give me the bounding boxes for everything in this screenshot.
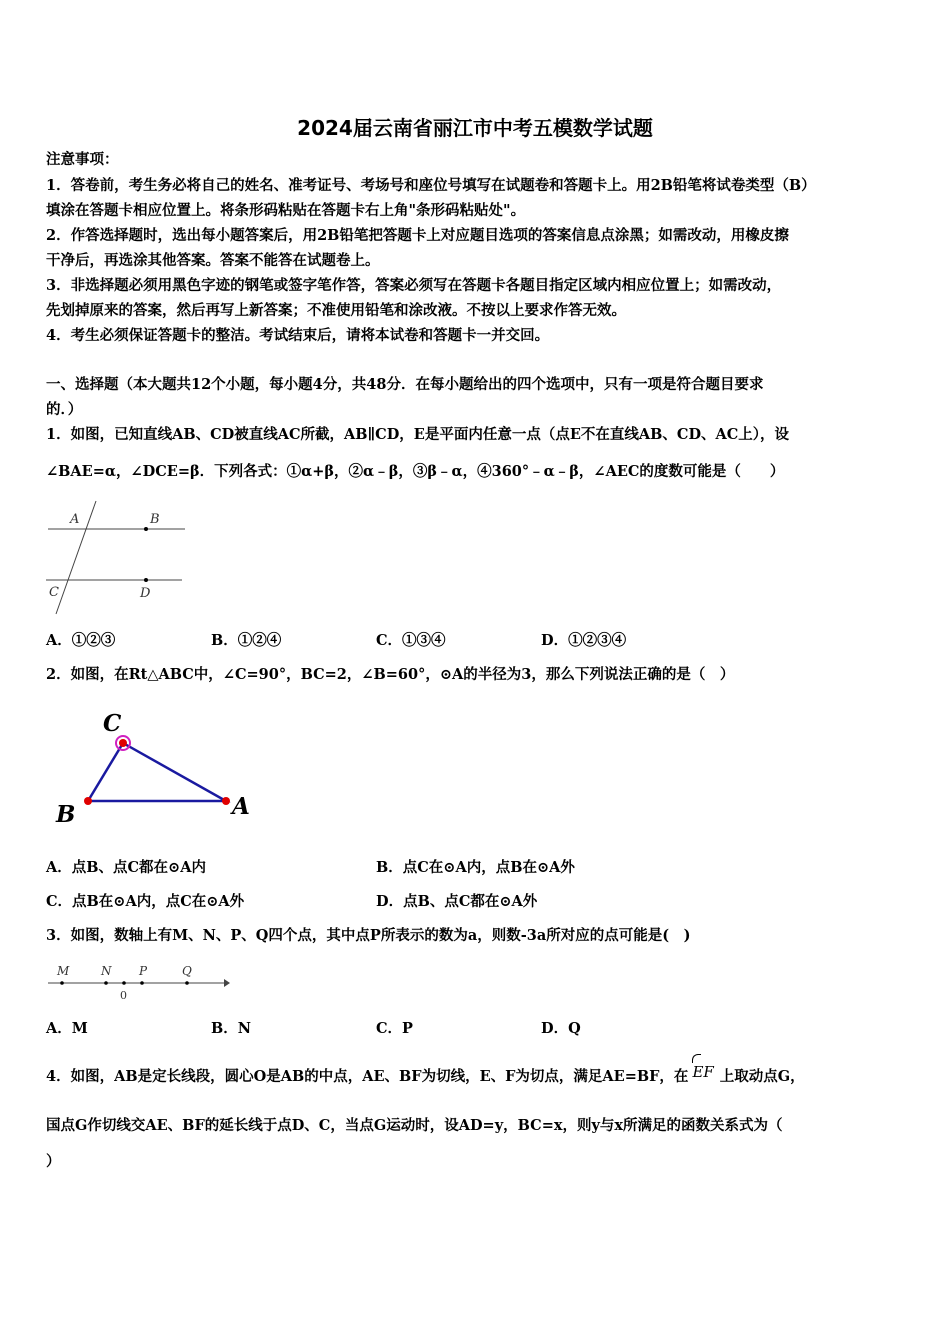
q1-label-a: A bbox=[70, 512, 80, 527]
q3-option-a[interactable]: A．M bbox=[46, 1020, 88, 1037]
section-heading-line-2: 的．） bbox=[46, 401, 83, 418]
q4-arc-mark bbox=[692, 1054, 701, 1063]
notes-line-3: 2．作答选择题时，选出每小题答案后，用2B铅笔把答题卡上对应题目选项的答案信息点涂黑；如需改动，用橡皮擦 bbox=[46, 227, 789, 244]
q4-stem-line-1b: 上取动点G， bbox=[719, 1068, 805, 1085]
notes-line-2: 填涂在答题卡相应位置上。将条形码粘贴在答题卡右上角"条形码粘贴处"。 bbox=[46, 202, 526, 219]
q3-label-zero: 0 bbox=[120, 989, 127, 1002]
q4-stem-line-2: 国点G作切线交AE、BF的延长线于点D、C，当点G运动时，设AD=y，BC=x，则y与x所满足的函数关系式为（ bbox=[46, 1117, 783, 1134]
q1-label-c: C bbox=[49, 585, 59, 600]
q3-stem: 3．如图，数轴上有M、N、P、Q四个点，其中点P所表示的数为a，则数-3a所对应的点可能是( ) bbox=[46, 927, 691, 944]
section-heading-line-1: 一、选择题（本大题共12个小题，每小题4分，共48分．在每小题给出的四个选项中，只有一项是符合题目要求 bbox=[46, 376, 764, 393]
q1-label-d: D bbox=[140, 586, 151, 601]
q3-option-c[interactable]: C．P bbox=[376, 1020, 413, 1037]
notes-heading: 注意事项： bbox=[46, 151, 119, 168]
q3-point-zero bbox=[122, 981, 126, 985]
q2-option-d[interactable]: D．点B、点C都在⊙A外 bbox=[376, 893, 538, 910]
q2-figure bbox=[50, 704, 260, 829]
q4-stem-line-3: ） bbox=[46, 1153, 61, 1170]
q1-label-b: B bbox=[150, 512, 160, 527]
q1-option-c[interactable]: C．①③④ bbox=[376, 632, 446, 649]
q1-stem-line-2: ∠BAE=α，∠DCE=β．下列各式：①α+β，②α﹣β，③β﹣α，④360°﹣α﹣β，∠AEC的度数可能是（ ） bbox=[46, 463, 785, 480]
q1-option-a[interactable]: A．①②③ bbox=[46, 632, 116, 649]
q1-point-d bbox=[144, 578, 148, 582]
q2-point-a bbox=[222, 797, 230, 805]
q3-label-q: Q bbox=[182, 964, 192, 978]
q1-option-b[interactable]: B．①②④ bbox=[211, 632, 282, 649]
q1-option-d[interactable]: D．①②③④ bbox=[541, 632, 627, 649]
q3-option-d[interactable]: D．Q bbox=[541, 1020, 581, 1037]
q2-point-c bbox=[119, 739, 127, 747]
q3-number-line bbox=[44, 960, 234, 1006]
notes-line-5: 3．非选择题必须用黑色字迹的钢笔或签字笔作答，答案必须写在答题卡各题目指定区域内相应位置上；如需改动， bbox=[46, 277, 782, 294]
q2-option-b[interactable]: B．点C在⊙A内，点B在⊙A外 bbox=[376, 859, 575, 876]
q3-label-p: P bbox=[139, 964, 148, 978]
q1-stem-line-1: 1．如图，已知直线AB、CD被直线AC所截，AB∥CD，E是平面内任意一点（点E不在直线AB、CD、AC上），设 bbox=[46, 426, 790, 443]
q2-point-b bbox=[84, 797, 92, 805]
q3-label-m: M bbox=[57, 964, 70, 978]
q3-option-b[interactable]: B．N bbox=[211, 1020, 252, 1037]
q4-arc-ef: EF bbox=[692, 1062, 713, 1082]
notes-line-6: 先划掉原来的答案，然后再写上新答案；不准使用铅笔和涂改液。不按以上要求作答无效。 bbox=[46, 302, 626, 319]
page-title: 2024届云南省丽江市中考五模数学试题 bbox=[297, 116, 653, 140]
q2-option-a[interactable]: A．点B、点C都在⊙A内 bbox=[46, 859, 206, 876]
q4-stem-line-1a: 4．如图，AB是定长线段，圆心O是AB的中点，AE、BF为切线，E、F为切点，满足AE=BF，在 bbox=[46, 1068, 689, 1085]
q3-point-p bbox=[140, 981, 144, 985]
q1-point-b bbox=[144, 527, 148, 531]
q2-stem: 2．如图，在Rt△ABC中，∠C=90°，BC=2，∠B=60°，⊙A的半径为3，那么下列说法正确的是（ ） bbox=[46, 666, 735, 683]
q2-triangle bbox=[88, 743, 226, 801]
q3-label-n: N bbox=[101, 964, 112, 978]
q3-point-m bbox=[60, 981, 64, 985]
q3-point-q bbox=[185, 981, 189, 985]
q2-label-a: A bbox=[232, 793, 250, 820]
q1-figure bbox=[40, 500, 190, 618]
q4-stem-line-1 bbox=[46, 1063, 916, 1087]
q2-label-b: B bbox=[56, 801, 76, 828]
q3-point-n bbox=[104, 981, 108, 985]
q3-axis-arrow-icon bbox=[224, 979, 230, 987]
notes-line-1: 1．答卷前，考生务必将自己的姓名、准考证号、考场号和座位号填写在试题卷和答题卡上。用2B铅笔将试卷类型（B） bbox=[46, 177, 816, 194]
notes-line-7: 4．考生必须保证答题卡的整洁。考试结束后，请将本试卷和答题卡一并交回。 bbox=[46, 327, 550, 344]
q2-label-c: C bbox=[103, 710, 122, 737]
q2-option-c[interactable]: C．点B在⊙A内，点C在⊙A外 bbox=[46, 893, 245, 910]
notes-line-4: 干净后，再选涂其他答案。答案不能答在试题卷上。 bbox=[46, 252, 380, 269]
